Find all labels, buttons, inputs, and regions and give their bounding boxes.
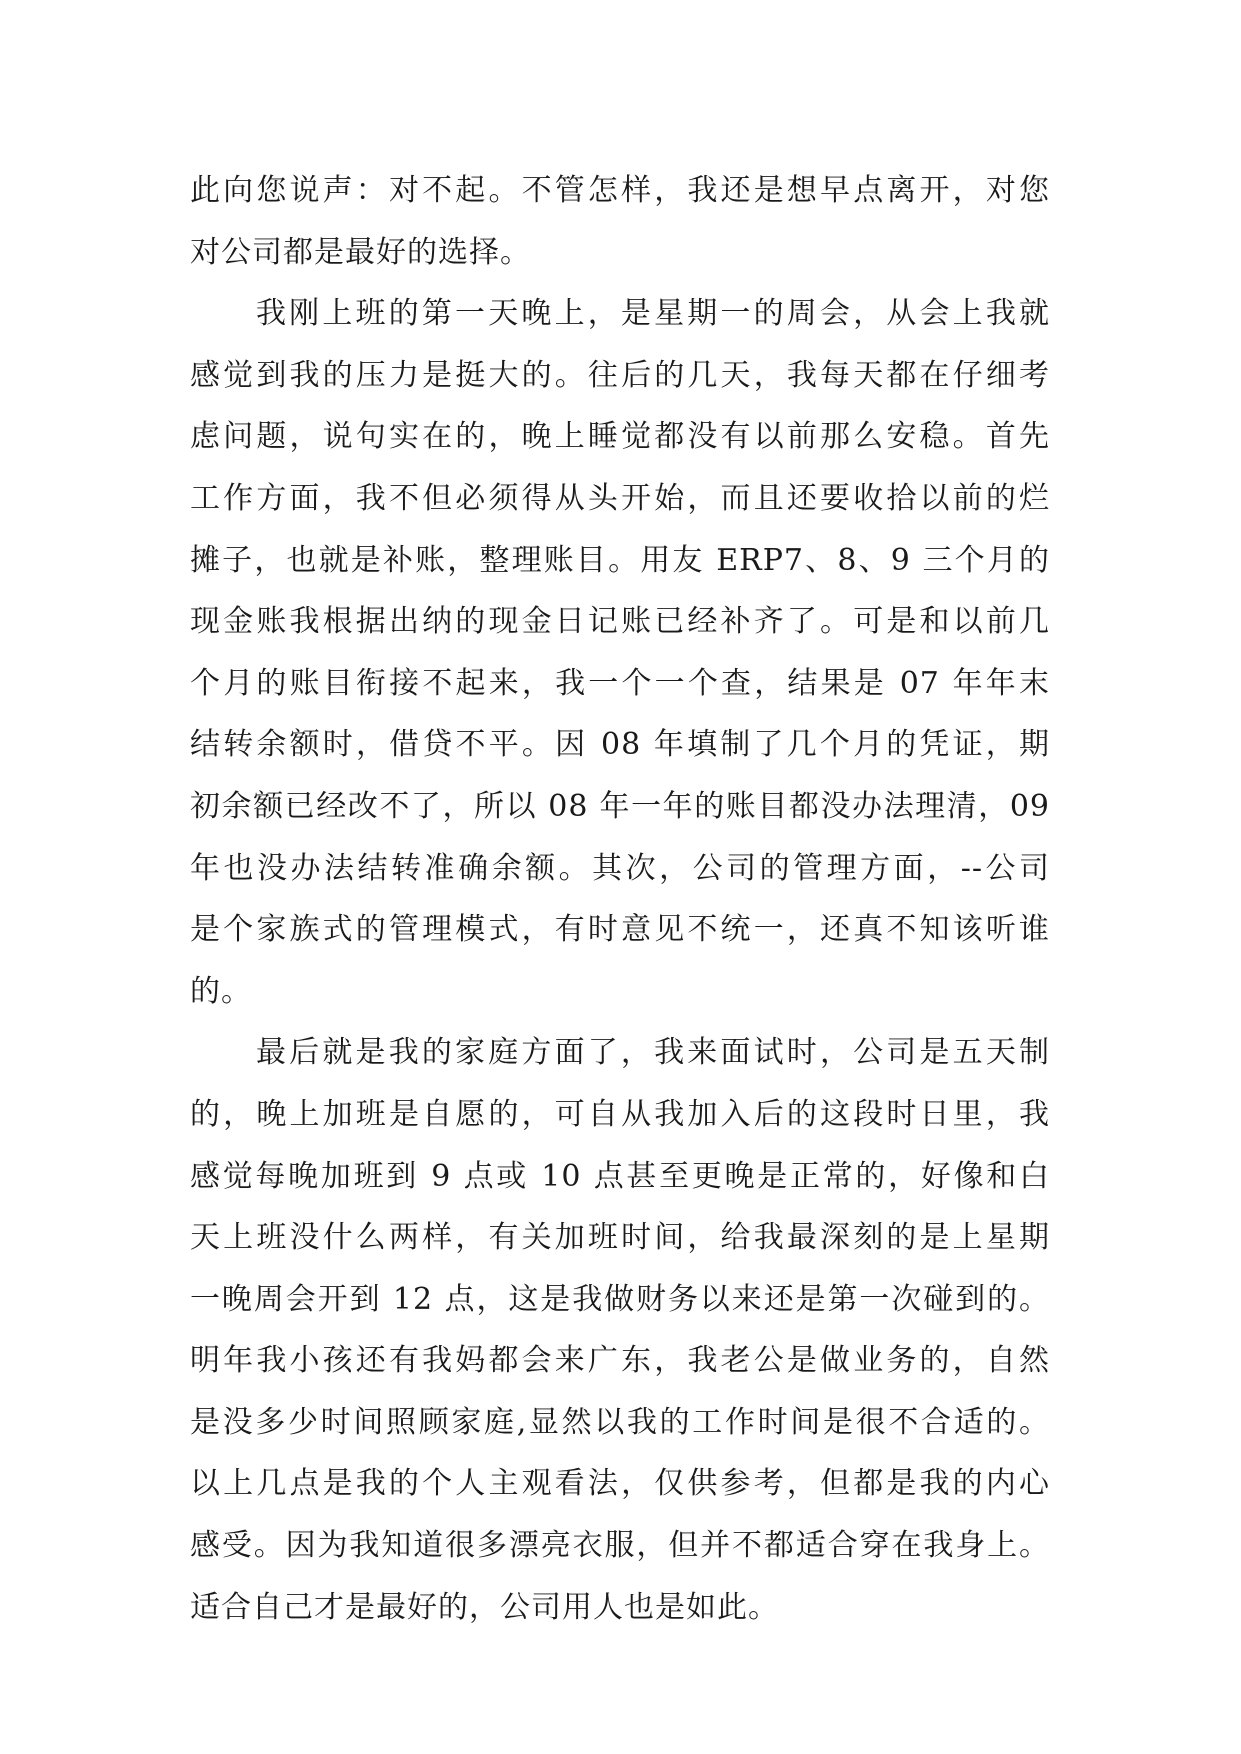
text-line: 感觉到我的压力是挺大的。往后的几天，我每天都在仔细考 bbox=[190, 357, 1050, 393]
text-line: 摊子，也就是补账，整理账目。用友 ERP7、8、9 三个月的 bbox=[190, 542, 1050, 578]
text-line: 年也没办法结转准确余额。其次，公司的管理方面，--公司 bbox=[190, 850, 1050, 886]
text-line: 我刚上班的第一天晚上，是星期一的周会，从会上我就 bbox=[256, 296, 1050, 332]
text-line: 最后就是我的家庭方面了，我来面试时，公司是五天制 bbox=[256, 1035, 1050, 1071]
text-line: 适合自己才是最好的，公司用人也是如此。 bbox=[190, 1589, 779, 1625]
text-line: 的。 bbox=[190, 973, 252, 1009]
text-line: 结转余额时，借贷不平。因 08 年填制了几个月的凭证，期 bbox=[190, 727, 1050, 763]
text-line: 工作方面，我不但必须得从头开始，而且还要收拾以前的烂 bbox=[190, 480, 1050, 516]
text-line: 对公司都是最好的选择。 bbox=[190, 234, 531, 270]
text-line: 初余额已经改不了，所以 08 年一年的账目都没办法理清，09 bbox=[190, 788, 1050, 824]
text-line: 的，晚上加班是自愿的，可自从我加入后的这段时日里，我 bbox=[190, 1096, 1050, 1132]
text-line: 个月的账目衔接不起来，我一个一个查，结果是 07 年年末 bbox=[190, 665, 1050, 701]
text-line: 此向您说声：对不起。不管怎样，我还是想早点离开，对您 bbox=[190, 173, 1050, 208]
text-line: 是个家族式的管理模式，有时意见不统一，还真不知该听谁 bbox=[190, 912, 1050, 948]
text-line: 现金账我根据出纳的现金日记账已经补齐了。可是和以前几 bbox=[190, 604, 1050, 640]
text-line: 一晚周会开到 12 点，这是我做财务以来还是第一次碰到的。 bbox=[190, 1281, 1050, 1317]
text-line: 感受。因为我知道很多漂亮衣服，但并不都适合穿在我身上。 bbox=[190, 1528, 1050, 1564]
text-line: 是没多少时间照顾家庭,显然以我的工作时间是很不合适的。 bbox=[190, 1404, 1050, 1440]
paragraph-3 bbox=[190, 1022, 1050, 1638]
text-line: 虑问题，说句实在的，晚上睡觉都没有以前那么安稳。首先 bbox=[190, 419, 1050, 455]
paragraph-1 bbox=[190, 160, 1050, 283]
text-line: 以上几点是我的个人主观看法，仅供参考，但都是我的内心 bbox=[190, 1466, 1050, 1502]
text-line: 天上班没什么两样，有关加班时间，给我最深刻的是上星期 bbox=[190, 1220, 1050, 1256]
document-body bbox=[190, 160, 1050, 1638]
text-line: 感觉每晚加班到 9 点或 10 点甚至更晚是正常的，好像和白 bbox=[190, 1158, 1050, 1194]
paragraph-2 bbox=[190, 283, 1050, 1022]
text-line: 明年我小孩还有我妈都会来广东，我老公是做业务的，自然 bbox=[190, 1343, 1050, 1379]
